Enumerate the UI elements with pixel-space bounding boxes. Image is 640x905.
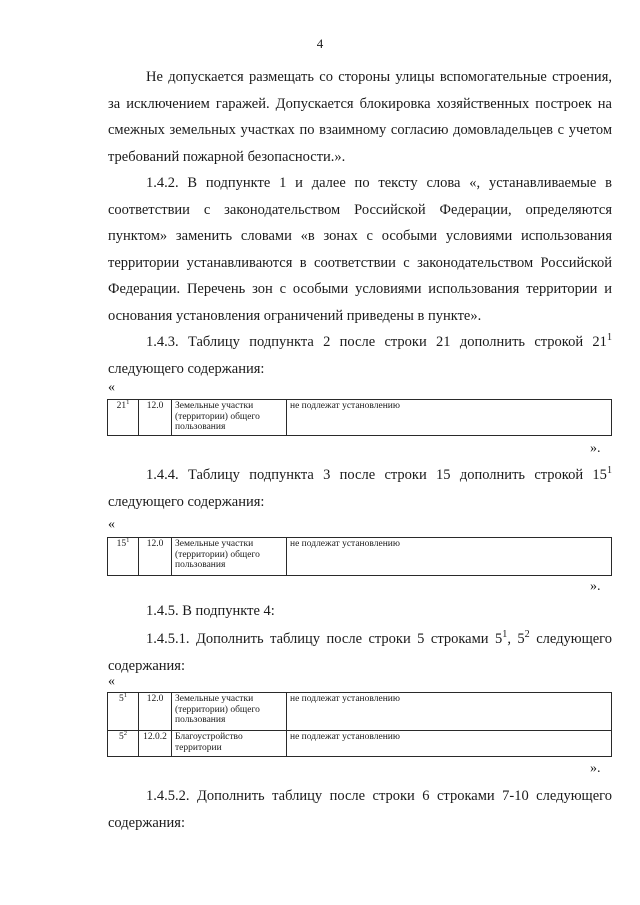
table-row-15-1 — [107, 537, 612, 576]
row-value: не подлежат установлению — [287, 693, 612, 731]
paragraph-1: Не допускается размещать со стороны улицы вспомогательные строения, за исключением гаражей. Допускается блокировка хозяйственных построек на смежных земельных участках по взаимному согласию домовладельцев с учетом требований пожарной безопасности.». — [108, 69, 612, 165]
row-number: $21^1$ — [108, 400, 139, 436]
paragraph-1-4-2: 1.4.2. В подпункте 1 и далее по тексту слова «, устанавливаемые в соответствии с законодательством Российской Федерации, определяются пунктом» заменить словами «в зонах с особыми условиями использования территории устанавливаются в соответствии с законодательством Российской Федерации. Перечень зон с особыми условиями использования территории и основания установления ограничений приведены в пункте». — [108, 175, 612, 324]
row-code: 12.0 — [139, 693, 172, 731]
row-code: 12.0 — [139, 538, 172, 576]
row-code: 12.0 — [139, 400, 172, 436]
paragraph-1-4-5-1 — [108, 626, 612, 679]
paragraph-1-4-5-1-text: 1.4.5.1. Дополнить таблицу после строки 5 строками 5 — [146, 631, 503, 647]
table-row — [108, 538, 612, 576]
paragraph-1-4-5-1-sup1: 1 — [502, 629, 508, 641]
paragraph-1-4-4-sup: 1 — [606, 465, 612, 477]
page-number: 4 — [316, 36, 324, 51]
table-rows-5-1-5-2 — [107, 692, 612, 757]
paragraph-1-4-5-2: 1.4.5.2. Дополнить таблицу после строки 6 строками 7-10 следующего содержания: — [108, 788, 612, 831]
row-number: $15^1$ — [108, 538, 139, 576]
row-name: Земельные участки (территории) общего пользования — [172, 400, 287, 436]
paragraph-1-4-3-sup: 1 — [606, 332, 612, 344]
row-value: не подлежат установлению — [287, 731, 612, 757]
close-quote-3: ». — [590, 761, 601, 776]
open-quote-2: « — [108, 517, 115, 532]
open-quote-3: « — [108, 674, 115, 689]
open-quote-1: « — [108, 380, 115, 395]
paragraph-1-4-4-end: следующего содержания: — [108, 493, 265, 510]
paragraph-1-4-4-text: 1.4.4. Таблицу подпункта 3 после строки 15 дополнить строкой 15 — [146, 467, 607, 483]
row-value: не подлежат установлению — [287, 400, 612, 436]
table-row — [108, 693, 612, 731]
paragraph-1-4-3-end: следующего содержания: — [108, 360, 265, 377]
table-row-21-1 — [107, 399, 612, 436]
paragraph-1-4-5-1-end: следующего содержания: — [108, 631, 613, 674]
row-number: $5^1$ — [108, 693, 139, 731]
row-name: Благоустройство территории — [172, 731, 287, 757]
paragraph-1-4-5-1-mid: , 5 — [507, 631, 525, 647]
row-value: не подлежат установлению — [287, 538, 612, 576]
paragraph-1-4-5: 1.4.5. В подпункте 4: — [146, 603, 275, 619]
row-name: Земельные участки (территории) общего пользования — [172, 538, 287, 576]
paragraph-1-4-3 — [108, 329, 612, 382]
paragraph-1-4-4 — [108, 462, 612, 515]
close-quote-2: ». — [590, 579, 601, 594]
row-number: $5^2$ — [108, 731, 139, 757]
row-name: Земельные участки (территории) общего пользования — [172, 693, 287, 731]
paragraph-1-4-5-1-sup2: 2 — [524, 629, 530, 641]
close-quote-1: ». — [590, 441, 601, 456]
table-row — [108, 731, 612, 757]
row-code: 12.0.2 — [139, 731, 172, 757]
paragraph-1-4-3-text: 1.4.3. Таблицу подпункта 2 после строки 21 дополнить строкой 21 — [146, 334, 607, 350]
table-row — [108, 400, 612, 436]
